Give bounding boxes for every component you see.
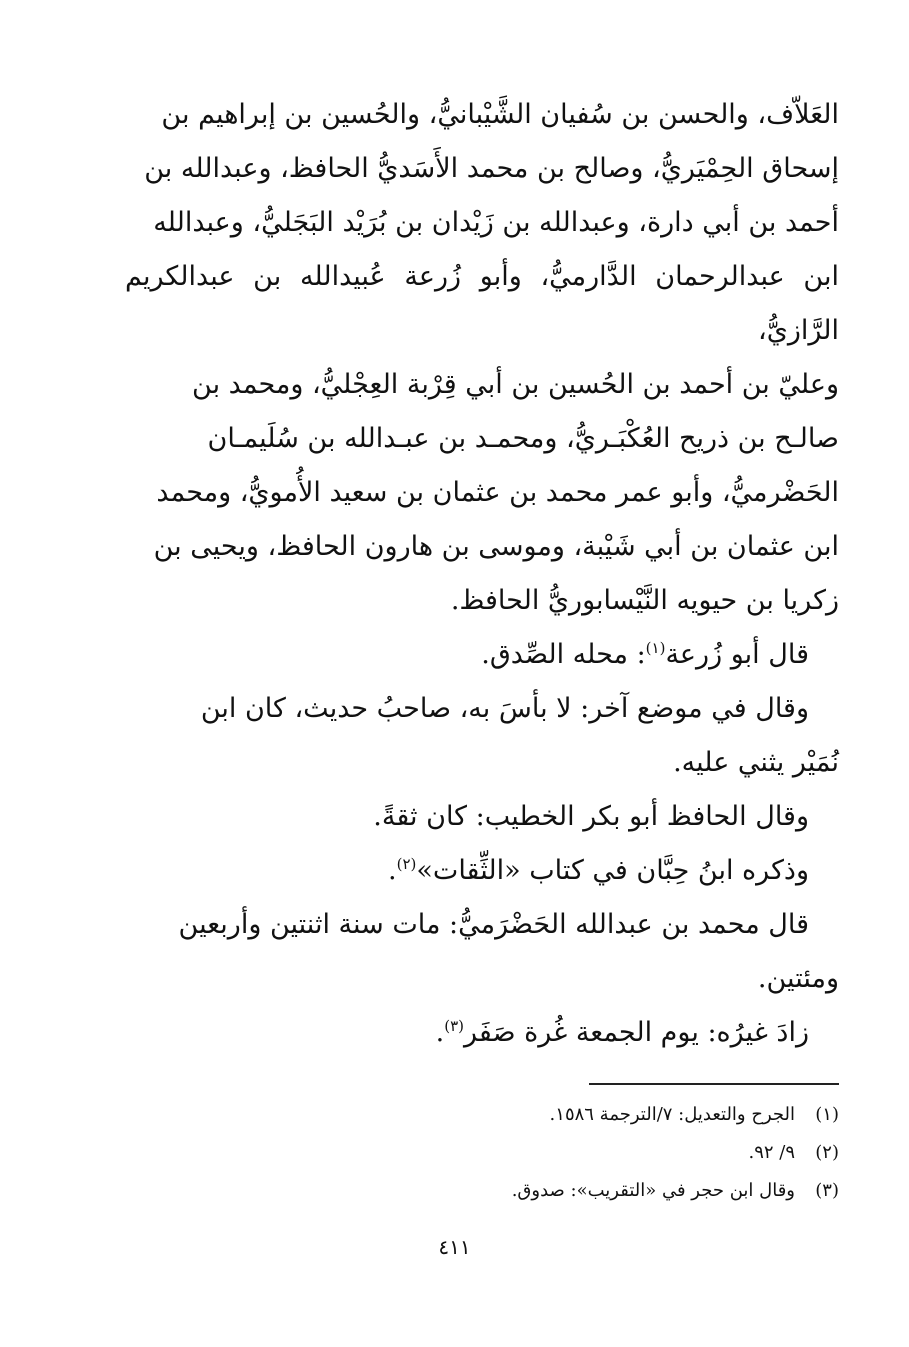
text-line: ابن عبدالرحمان الدَّارميُّ، وأبو زُرعة عُبيدالله بن عبدالكريم الرَّازيُّ، xyxy=(125,261,839,346)
footnote-number: (٣) xyxy=(815,1180,839,1201)
text-line: العَلاّف، والحسن بن سُفيان الشَّيْبانيُّ، والحُسين بن إبراهيم بن xyxy=(161,99,839,130)
footnote-separator xyxy=(589,1083,839,1085)
footnote-item xyxy=(159,1096,839,1134)
text-line: الحَضْرميُّ، وأبو عمر محمد بن عثمان بن سعيد الأُمويُّ، ومحمد xyxy=(156,477,839,508)
text-segment: . xyxy=(388,855,397,886)
page-number: ٤١١ xyxy=(438,1235,471,1259)
narrators-list-paragraph xyxy=(125,88,839,628)
text-line: زكريا بن حيويه النَّيْسابوريُّ الحافظ. xyxy=(450,585,839,616)
text-line: أحمد بن أبي دارة، وعبدالله بن زَيْدان بن بُرَيْد البَجَليُّ، وعبدالله xyxy=(153,207,839,238)
abu-zura-paragraph xyxy=(125,628,839,682)
text-segment: . xyxy=(435,1017,445,1048)
footnote-text: وقال ابن حجر في «التقريب»: صدوق. xyxy=(511,1180,795,1201)
other-place-paragraph xyxy=(125,682,839,790)
text-line: نُمَيْر يثني عليه. xyxy=(673,747,839,778)
footnote-number: (٢) xyxy=(815,1142,839,1163)
hadrami-paragraph xyxy=(125,898,839,1006)
footnote-number: (١) xyxy=(815,1104,839,1125)
khatib-paragraph xyxy=(125,790,839,844)
text-line: وعليّ بن أحمد بن الحُسين بن أبي قِرْبة العِجْليُّ، ومحمد بن xyxy=(192,369,839,400)
text-segment: وذكره ابنُ حِبَّان في كتاب «الثِّقات» xyxy=(416,855,809,886)
footnote-marker[interactable]: (٣) xyxy=(444,1017,465,1035)
footnotes xyxy=(159,1096,839,1210)
text-segment: زادَ غيرُه: يوم الجمعة غُرة صَفَر xyxy=(464,1017,809,1048)
text-line: إسحاق الحِمْيَريُّ، وصالح بن محمد الأَسَديُّ الحافظ، وعبدالله بن xyxy=(144,153,839,184)
zada-paragraph xyxy=(125,1006,839,1060)
text-line: قال محمد بن عبدالله الحَضْرَميُّ: مات سنة اثنتين وأربعين xyxy=(178,909,809,940)
text-segment: وقال الحافظ أبو بكر الخطيب: كان ثقةً. xyxy=(373,801,809,832)
ibn-hibban-paragraph xyxy=(125,844,839,898)
text-line: ابن عثمان بن أبي شَيْبة، وموسى بن هارون الحافظ، ويحيى بن xyxy=(153,531,839,562)
text-line: صالـح بن ذريح العُكْبَـريُّ، ومحمـد بن عبـدالله بن سُلَيمـان xyxy=(207,423,839,454)
footnote-item xyxy=(159,1134,839,1172)
text-segment: : محله الصِّدق. xyxy=(481,639,646,670)
text-segment: قال أبو زُرعة xyxy=(665,639,809,670)
footnote-marker[interactable]: (١) xyxy=(645,639,666,657)
footnote-item xyxy=(159,1172,839,1210)
text-line: ومئتين. xyxy=(757,963,839,994)
main-text xyxy=(125,88,839,1060)
footnote-text: الجرح والتعديل: ٧/الترجمة ١٥٨٦. xyxy=(549,1104,795,1125)
text-line: وقال في موضع آخر: لا بأسَ به، صاحبُ حديث، كان ابن xyxy=(200,693,809,724)
footnote-text: ٩/ ٩٢. xyxy=(748,1142,795,1163)
footnote-marker[interactable]: (٢) xyxy=(396,855,417,873)
